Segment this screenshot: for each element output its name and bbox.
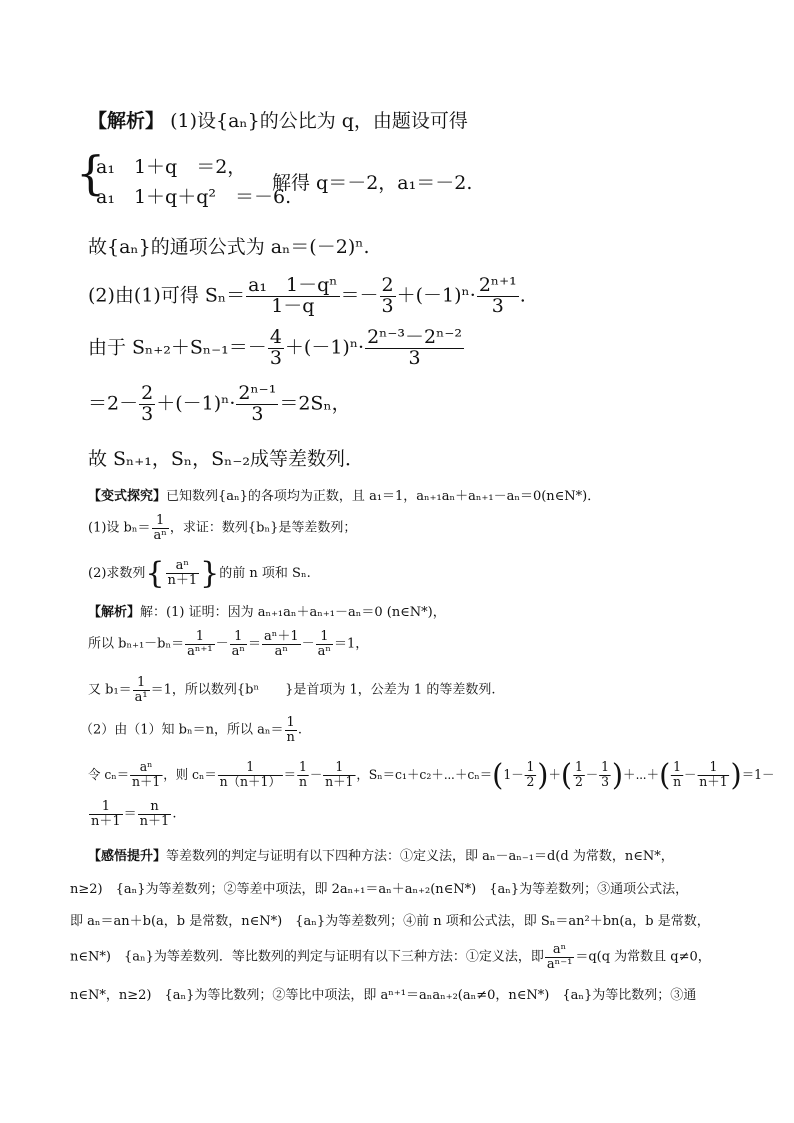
- so-frac-1: [185, 630, 214, 658]
- t3-lparen: (: [659, 758, 671, 793]
- so-end: ＝1，: [334, 636, 369, 652]
- so-frac-3: [262, 630, 301, 658]
- let-frac-2: [218, 761, 283, 789]
- t1-num: 1: [526, 760, 535, 776]
- part2-two: 2: [381, 274, 394, 296]
- since-sign: ＋(－1)ⁿ·: [284, 336, 365, 359]
- let-frac-4: [323, 761, 355, 789]
- q2-left-brace: {: [145, 556, 165, 591]
- insight-text-4a: n∈N*) {aₙ}为等差数列．等比数列的判定与证明有以下三种方法：①定义法，即: [70, 949, 544, 965]
- so-f2-den: aⁿ: [231, 643, 245, 659]
- t2-frac-1: [573, 761, 585, 789]
- t1-rparen: ): [537, 758, 549, 793]
- let-f1-num: aⁿ: [130, 761, 162, 776]
- let-eq: ＝: [283, 768, 297, 783]
- q1-prefix: (1)设 bₙ＝: [88, 520, 151, 536]
- variant-text: 已知数列{aₙ}的各项均为正数，且 a₁＝1，aₙ₊₁aₙ＋aₙ₊₁－aₙ＝0(n∈N*)．: [166, 489, 601, 504]
- let-f4-den: n＋1: [325, 775, 354, 790]
- also-fraction: [133, 676, 150, 704]
- so-frac-2: [230, 630, 247, 658]
- t1-frac: [525, 761, 537, 789]
- let-f4-num: 1: [323, 761, 355, 776]
- let-f1-den: n＋1: [131, 775, 161, 790]
- so-f4-den: aⁿ: [317, 643, 332, 659]
- last-eq: ＝: [123, 806, 137, 822]
- insight-label: 【感悟提升】: [88, 849, 167, 864]
- last-frac-1: [89, 800, 123, 828]
- let-f2-num: 1: [218, 761, 283, 776]
- let-mid: ，则 cₙ＝: [163, 768, 217, 783]
- insight-text-1: 等差数列的判定与证明有以下四种方法：①定义法，即 aₙ－aₙ₋₁＝d(d 为常数，n∈N*，: [166, 849, 674, 864]
- q1-den: aⁿ: [153, 527, 167, 543]
- q2-fraction: [166, 559, 200, 587]
- p2-den: n: [286, 729, 295, 745]
- so-eq: ＝: [247, 636, 261, 652]
- insight-line-5: n∈N*，n≥2) {aₙ}为等比数列；②等比中项法，即 aⁿ⁺¹＝aₙaₙ₊₂(aₙ≠0，n∈N*) {aₙ}为等比数列；③通: [70, 988, 697, 1003]
- q2-suffix: 的前 n 项和 Sₙ.: [219, 566, 311, 581]
- eq-prefix: ＝2－: [88, 392, 139, 415]
- question-1-line: [88, 514, 356, 542]
- since-line: [88, 328, 465, 369]
- so-frac-4: [316, 630, 333, 658]
- eq-frac-num: 2ⁿ⁻¹: [238, 382, 277, 404]
- insight-text-4b: ＝q(q 为常数且 q≠0，: [575, 949, 711, 965]
- part2-sign: ＋(－1)ⁿ·: [396, 284, 476, 307]
- part-2-solution-line: [80, 716, 302, 744]
- since-frac-num: 2ⁿ⁻³－2ⁿ⁻²: [367, 326, 463, 348]
- eq-fraction-two-thirds: [139, 384, 155, 425]
- part2-frac-num: a₁ 1－qⁿ: [248, 274, 338, 296]
- analysis-heading-line: [88, 106, 468, 133]
- p2-fraction: [285, 716, 297, 744]
- t3-frac-2: [697, 761, 729, 789]
- t2-lparen: (: [560, 758, 573, 793]
- solution-heading-line: [88, 601, 446, 620]
- so-minus-2: －: [301, 636, 315, 652]
- also-suffix: ＝1，所以数列{bⁿ }是首项为 1，公差为 1 的等差数列.: [150, 682, 496, 698]
- t2-den2: 3: [601, 775, 609, 790]
- last-end: .: [172, 806, 177, 822]
- q2-num: aⁿ: [166, 559, 200, 574]
- system-row-2: a₁ 1＋q＋q² ＝－6.: [96, 186, 292, 208]
- part2-fraction-two-thirds: [380, 276, 396, 317]
- so-minus: －: [215, 636, 229, 652]
- system-solution: 解得 q＝－2，a₁＝－2.: [272, 172, 473, 194]
- insight-line-4: [70, 943, 711, 971]
- part2-frac2-num: 2ⁿ⁺¹: [478, 274, 517, 296]
- insight-frac-den: aⁿ⁻¹: [546, 956, 573, 972]
- t3-rparen: ): [730, 758, 742, 793]
- so-f1-num: 1: [185, 630, 214, 645]
- analysis-text: (1)设{aₙ}的公比为 q，由题设可得: [170, 110, 468, 132]
- part2-mid: ＝－: [340, 284, 379, 307]
- variant-label: 【变式探究】: [88, 489, 167, 504]
- so-line: [88, 630, 368, 658]
- let-prefix: 令 cₙ＝: [88, 768, 130, 783]
- system-row-1: a₁ 1＋q ＝2，: [96, 156, 247, 178]
- last-num2: n: [138, 800, 172, 815]
- t2-rparen: ): [611, 758, 624, 793]
- last-den2: n＋1: [139, 813, 170, 829]
- t3-minus: －: [683, 768, 697, 783]
- t3-num2: 1: [697, 761, 729, 776]
- let-frac-1: [130, 761, 162, 789]
- equality-line: [88, 384, 351, 425]
- so-f4-num: 1: [316, 630, 333, 645]
- t1-den: 2: [526, 775, 535, 790]
- let-frac-3: [297, 761, 309, 789]
- let-f3-num: 1: [299, 760, 307, 776]
- t3-den2: n＋1: [699, 775, 728, 790]
- so-prefix: 所以 bₙ₊₁－bₙ＝: [88, 636, 185, 652]
- insight-line-3: 即 aₙ＝an＋b(a，b 是常数，n∈N*) {aₙ}为等差数列；④前 n 项和公式法，即 Sₙ＝an²＋bn(a，b 是常数，: [70, 914, 710, 929]
- solution-text: 解：(1) 证明：因为 aₙ₊₁aₙ＋aₙ₊₁－aₙ＝0 (n∈N*)，: [140, 605, 446, 620]
- plus-1: ＋: [548, 768, 561, 783]
- part2-frac-den: 1－q: [271, 294, 315, 317]
- t3-frac-1: [671, 761, 683, 789]
- also-num: 1: [133, 676, 150, 691]
- last-den1: n＋1: [91, 813, 121, 829]
- part2-three: 3: [381, 294, 394, 317]
- last-frac-2: [138, 800, 172, 828]
- q1-num: 1: [152, 514, 169, 529]
- p2-end: .: [297, 722, 303, 738]
- since-three: 3: [269, 346, 282, 369]
- eq-end: ＝2Sₙ，: [279, 392, 351, 415]
- since-fraction-four-thirds: [268, 328, 284, 369]
- eq-three: 3: [141, 402, 154, 425]
- t3-den1: n: [673, 775, 682, 790]
- q2-prefix: (2)求数列: [88, 566, 146, 581]
- eq-two: 2: [141, 382, 154, 404]
- general-term-line: 故{aₙ}的通项公式为 aₙ＝(－2)ⁿ.: [88, 236, 370, 258]
- question-2-line: [88, 556, 311, 591]
- part2-sum-line: [88, 276, 526, 317]
- part2-end: .: [519, 284, 526, 307]
- solution-label: 【解析】: [88, 605, 141, 620]
- t3-num1: 1: [673, 760, 682, 776]
- so-f3-num: aⁿ＋1: [263, 629, 299, 644]
- let-line: [88, 758, 774, 793]
- t2-num1: 1: [574, 760, 583, 776]
- let-minus: －: [309, 768, 323, 783]
- so-f2-num: 1: [230, 630, 247, 645]
- t2-frac-2: [599, 761, 611, 789]
- let-f3-den: n: [298, 775, 307, 790]
- t2-num2: 1: [601, 760, 609, 776]
- since-prefix: 由于 Sₙ₊₂＋Sₙ₋₁＝－: [88, 336, 267, 359]
- conclusion-line: 故 Sₙ₊₁，Sₙ，Sₙ₋₂成等差数列．: [88, 448, 365, 470]
- also-prefix: 又 b₁＝: [88, 682, 132, 698]
- p2-num: 1: [285, 716, 297, 731]
- eq-frac-den: 3: [251, 402, 264, 425]
- p2-prefix: （2）由（1）知 bₙ＝n，所以 aₙ＝: [80, 722, 284, 738]
- since-frac-den: 3: [408, 346, 421, 369]
- last-num1: 1: [89, 800, 123, 815]
- insight-line-2: n≥2) {aₙ}为等差数列；②等差中项法，即 2aₙ₊₁＝aₙ＋aₙ₊₂(n∈N*) {aₙ}为等差数列；③通项公式法，: [70, 882, 689, 897]
- since-fraction: [365, 328, 464, 369]
- so-f3-den: aⁿ: [274, 643, 288, 659]
- since-four: 4: [269, 326, 282, 348]
- t1-lparen: (: [492, 758, 504, 793]
- plus-dots: ＋⋯＋: [623, 768, 660, 783]
- insight-fraction: [545, 943, 574, 971]
- q1-fraction: [152, 514, 169, 542]
- q2-den: n＋1: [167, 573, 198, 588]
- part2-frac2-den: 3: [491, 294, 504, 317]
- sum-end: ＝1－: [741, 768, 775, 783]
- part2-prefix: (2)由(1)可得 Sₙ＝: [88, 284, 246, 307]
- insight-line-1: [88, 845, 674, 864]
- also-den: a¹: [134, 689, 148, 705]
- system-brace: {: [76, 146, 106, 200]
- so-f1-den: aⁿ⁺¹: [187, 643, 213, 659]
- let-sum: ，Sₙ＝c₁＋c₂＋⋯＋cₙ＝: [356, 768, 493, 783]
- insight-frac-num: aⁿ: [545, 943, 574, 958]
- t1-one: 1－: [503, 768, 524, 783]
- part2-fraction-2: [477, 276, 519, 317]
- t2-minus: －: [585, 768, 599, 783]
- final-sum-line: [88, 800, 176, 828]
- q1-suffix: ，求证：数列{bₙ}是等差数列；: [169, 520, 357, 536]
- let-f2-den: n（n＋1）: [219, 775, 281, 790]
- eq-sign: ＋(－1)ⁿ·: [156, 392, 236, 415]
- q2-right-brace: }: [200, 556, 220, 591]
- analysis-label: 【解析】: [88, 110, 165, 132]
- also-line: [88, 676, 495, 704]
- eq-fraction: [236, 384, 278, 425]
- variant-line: [88, 485, 600, 504]
- t2-den1: 2: [574, 775, 583, 790]
- part2-fraction: [246, 276, 339, 317]
